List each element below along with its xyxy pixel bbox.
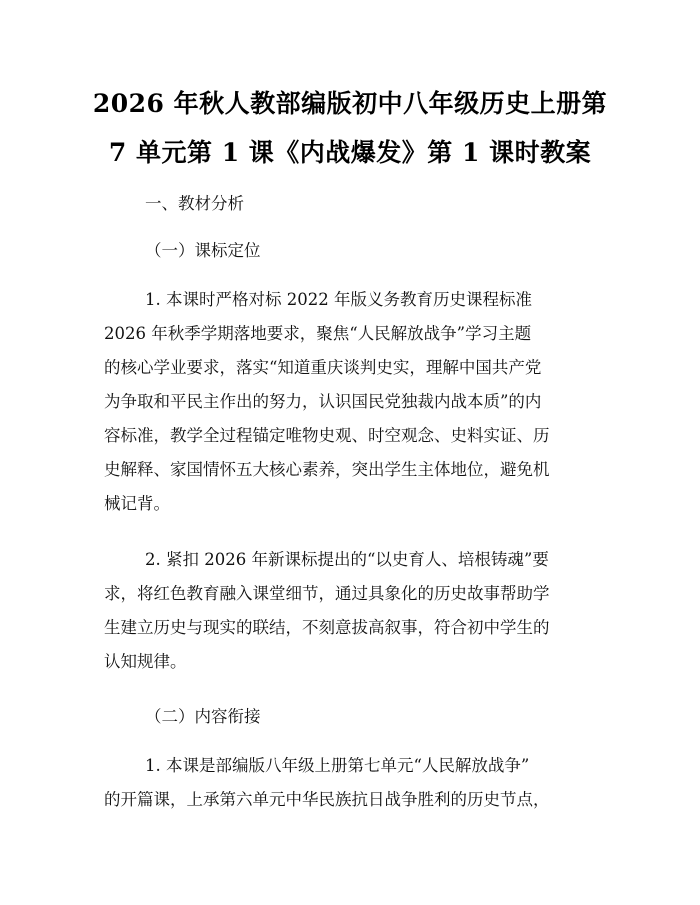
paragraph-line: 1. 本课是部编版八年级上册第七单元“人民解放战争” [145,756,530,775]
subsection-heading-curriculum-positioning: （一）课标定位 [145,241,261,260]
paragraph-line: 生建立历史与现实的联结，不刻意拔高叙事，符合初中学生的 [104,618,550,637]
paragraph-line: 2026 年秋季学期落地要求，聚焦“人民解放战争”学习主题 [104,324,532,343]
paragraph-line: 容标准，教学全过程锚定唯物史观、时空观念、史料实证、历 [104,426,550,445]
paragraph-line: 认知规律。 [104,652,187,671]
document-title-line-1: 2026 年秋人教部编版初中八年级历史上册第 [92,89,608,118]
paragraph-line: 的核心学业要求，落实“知道重庆谈判史实，理解中国共产党 [104,358,542,377]
paragraph-line: 2. 紧扣 2026 年新课标提出的“以史育人、培根铸魂”要 [145,550,549,569]
paragraph-line: 1. 本课时严格对标 2022 年版义务教育历史课程标准 [145,290,532,309]
paragraph-line: 械记背。 [104,494,170,513]
paragraph-line: 的开篇课，上承第六单元中华民族抗日战争胜利的历史节点， [104,790,550,809]
section-heading-teaching-material-analysis: 一、教材分析 [145,194,244,213]
paragraph-line: 史解释、家国情怀五大核心素养，突出学生主体地位，避免机 [104,460,550,479]
paragraph-line: 求，将红色教育融入课堂细节，通过具象化的历史故事帮助学 [104,584,550,603]
paragraph-line: 为争取和平民主作出的努力，认识国民党独裁内战本质”的内 [104,392,542,411]
document-title-line-2: 7 单元第 1 课《内战爆发》第 1 课时教案 [108,138,592,167]
subsection-heading-content-connection: （二）内容衔接 [145,707,261,726]
